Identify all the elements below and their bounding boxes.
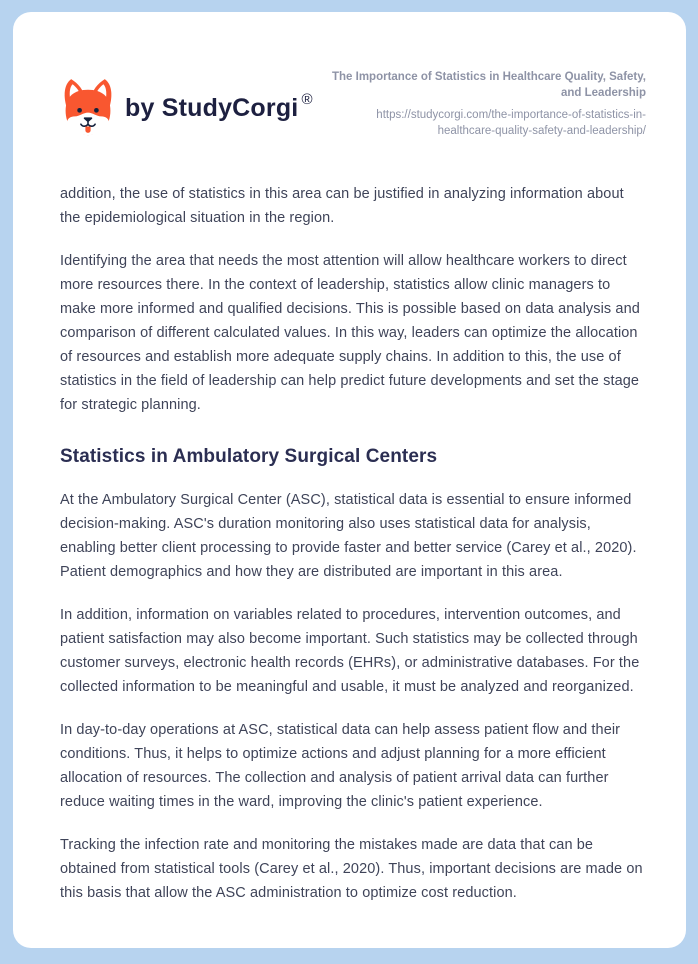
paragraph: In addition, information on variables related to procedures, intervention outcomes, and patient satisfaction may also become important. Such statistics may be collected through customer surveys, electronic health records (EHRs), or administrative databases. For the collected information to be meaningful and usable, it must be analyzed and reorganized. — [60, 607, 640, 695]
document-title: The Importance of Statistics in Healthcare Quality, Safety, and Leadership — [332, 71, 646, 99]
section-heading: Statistics in Ambulatory Surgical Centers — [60, 446, 438, 467]
article-body — [60, 182, 646, 905]
document-meta — [328, 66, 646, 139]
paragraph: Tracking the infection rate and monitoring the mistakes made are data that can be obtained from statistical tools (Carey et al., 2020). Thus, important decisions are made on this basis that allow the ASC administration to optimize cost reduction. — [60, 837, 643, 901]
paragraph: Identifying the area that needs the most attention will allow healthcare workers to direct more resources there. In the context of leadership, statistics allow clinic managers to make more informed and qualified decisions. This is possible based on data analysis and comparison of different calculated values. In this way, leaders can optimize the allocation of resources and establish more adequate supply chains. In addition to this, the use of statistics in the field of leadership can help predict future developments and set the stage for strategic planning. — [60, 253, 640, 413]
paragraph: addition, the use of statistics in this area can be justified in analyzing information about the epidemiological situation in the region. — [60, 186, 624, 226]
registered-trademark-icon: ® — [301, 90, 313, 108]
brand-text: by StudyCorgi — [125, 93, 299, 122]
corgi-logo-icon — [60, 76, 116, 140]
header — [60, 66, 646, 140]
document-url: https://studycorgi.com/the-importance-of-statistics-in-healthcare-quality-safety-and-leadership/ — [376, 109, 646, 137]
paragraph: At the Ambulatory Surgical Center (ASC), statistical data is essential to ensure informed decision-making. ASC's duration monitoring also uses statistical data for analysis, enabling better client processing to provide faster and better service (Carey et al., 2020). Patient demographics and how they are distributed are important in this area. — [60, 492, 637, 580]
paragraph: In day-to-day operations at ASC, statistical data can help assess patient flow and their conditions. Thus, it helps to optimize actions and adjust planning for a more efficient allocation of resources. The collection and analysis of patient arrival data can further reduce waiting times in the ward, improving the clinic's patient experience. — [60, 722, 621, 810]
article-card — [13, 12, 686, 948]
studycorgi-logo — [60, 76, 313, 140]
